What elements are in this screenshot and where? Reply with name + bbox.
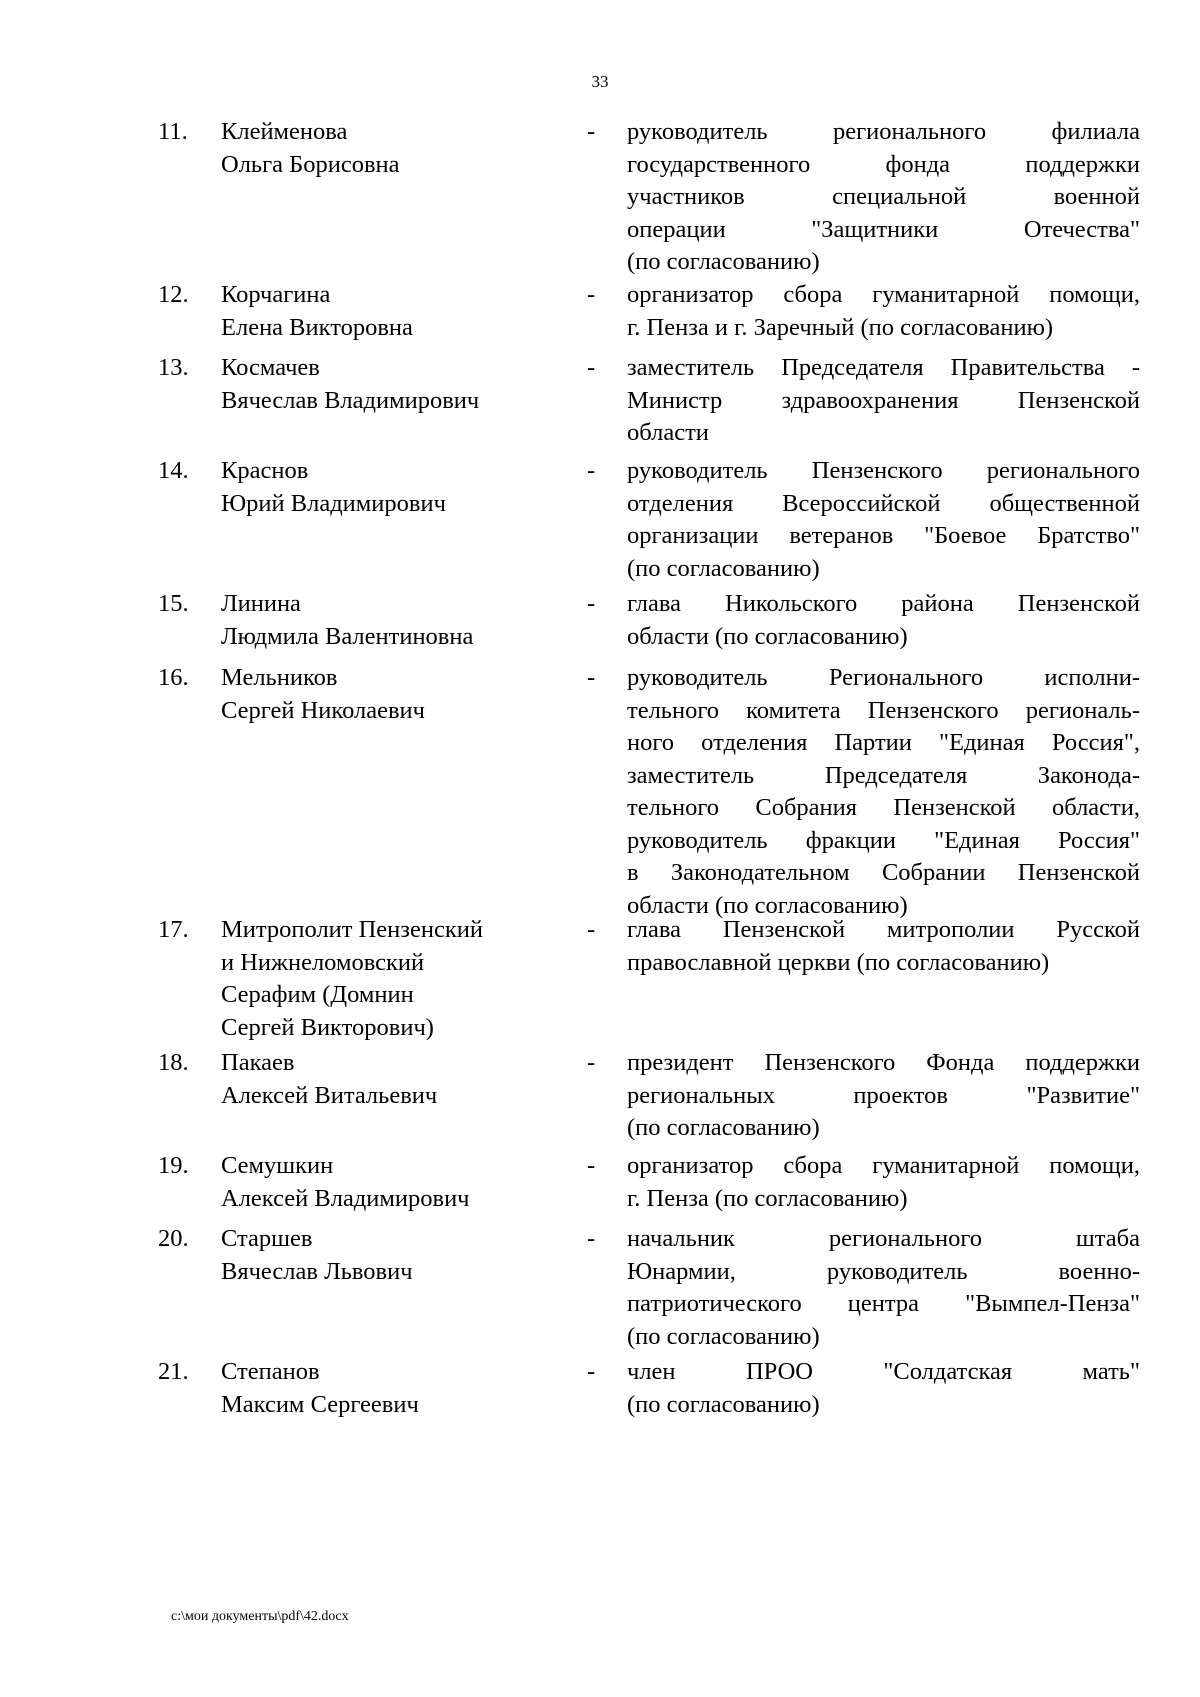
member-name	[221, 116, 551, 181]
member-name-line: и Нижнеломовский	[221, 948, 425, 976]
member-position	[627, 116, 1140, 279]
member-position-line: (по согласованию)	[627, 1114, 820, 1141]
member-name-line: Краснов	[221, 457, 309, 484]
member-number: 17.	[158, 916, 189, 943]
member-dash: -	[587, 590, 596, 617]
member-number: 21.	[158, 1358, 189, 1385]
member-name	[221, 1047, 551, 1112]
member-position-line: области (по согласованию)	[627, 622, 908, 650]
member-position-line: заместитель Председателя Законода-	[627, 761, 1140, 789]
member-name	[221, 1356, 551, 1421]
member-position-line: глава Никольского района Пензенской	[627, 590, 1140, 617]
member-dash: -	[587, 1225, 596, 1252]
member-name	[221, 279, 551, 344]
member-number: 11.	[158, 118, 188, 145]
member-position-line: области	[627, 419, 709, 446]
member-position-line: ного отделения Партии "Единая Россия",	[627, 729, 1140, 756]
member-name-line: Людмила Валентиновна	[221, 622, 474, 650]
member-position-line: заместитель Председателя Правительства -	[627, 354, 1140, 381]
member-name-line: Мельников	[221, 664, 338, 691]
member-name	[221, 588, 551, 653]
member-name-line: Старшев	[221, 1225, 313, 1252]
member-position	[627, 279, 1140, 344]
member-name-line: Вячеслав Львович	[221, 1257, 413, 1285]
member-name-line: Клейменова	[221, 118, 348, 145]
member-dash: -	[587, 457, 596, 484]
member-position-line: организатор сбора гуманитарной помощи,	[627, 281, 1140, 308]
member-name-line: Степанов	[221, 1358, 320, 1385]
member-dash: -	[587, 1152, 596, 1179]
member-position	[627, 352, 1140, 450]
member-position-line: президент Пензенского Фонда поддержки	[627, 1049, 1140, 1076]
member-number: 18.	[158, 1049, 189, 1076]
page-number: 33	[591, 72, 609, 91]
member-position-line: государственного фонда поддержки	[627, 150, 1140, 178]
member-name	[221, 352, 551, 417]
member-name-line: Алексей Владимирович	[221, 1184, 470, 1212]
member-dash: -	[587, 664, 596, 691]
member-position-line: руководитель Регионального исполни-	[627, 664, 1140, 691]
member-position-line: Министр здравоохранения Пензенской	[627, 386, 1140, 414]
member-name-line: Серафим (Домнин	[221, 981, 414, 1008]
member-dash: -	[587, 354, 596, 381]
member-name	[221, 1223, 551, 1288]
member-name-line: Сергей Николаевич	[221, 696, 425, 724]
member-number: 19.	[158, 1152, 189, 1179]
member-position	[627, 1047, 1140, 1145]
member-position	[627, 1356, 1140, 1421]
member-position	[627, 455, 1140, 585]
member-position	[627, 1223, 1140, 1353]
member-name-line: Космачев	[221, 354, 320, 381]
member-position-line: г. Пенза и г. Заречный (по согласованию)	[627, 313, 1054, 341]
member-position-line: тельного комитета Пензенского региональ-	[627, 696, 1140, 724]
member-position-line: (по согласованию)	[627, 1390, 820, 1418]
member-position	[627, 1150, 1140, 1215]
member-position-line: отделения Всероссийской общественной	[627, 489, 1140, 517]
member-number: 14.	[158, 457, 189, 484]
member-name-line: Вячеслав Владимирович	[221, 386, 480, 414]
member-position-line: начальник регионального штаба	[627, 1225, 1140, 1252]
member-position	[627, 662, 1140, 922]
member-position-line: организатор сбора гуманитарной помощи,	[627, 1152, 1140, 1179]
member-name-line: Елена Викторовна	[221, 313, 413, 341]
member-position-line: тельного Собрания Пензенской области,	[627, 794, 1140, 821]
member-number: 13.	[158, 354, 189, 381]
member-dash: -	[587, 1049, 596, 1076]
member-number: 20.	[158, 1225, 189, 1252]
member-position-line: Юнармии, руководитель военно-	[627, 1257, 1140, 1285]
member-name-line: Максим Сергеевич	[221, 1390, 419, 1418]
member-position	[627, 588, 1140, 653]
member-position-line: (по согласованию)	[627, 554, 820, 582]
member-name	[221, 1150, 551, 1215]
member-dash: -	[587, 281, 596, 308]
member-position-line: руководитель фракции "Единая Россия"	[627, 826, 1140, 854]
member-position-line: руководитель Пензенского регионального	[627, 457, 1140, 484]
member-position-line: области (по согласованию)	[627, 891, 908, 919]
member-name-line: Семушкин	[221, 1152, 334, 1179]
member-name-line: Митрополит Пензенский	[221, 916, 483, 943]
member-name	[221, 662, 551, 727]
member-position-line: (по согласованию)	[627, 248, 820, 275]
member-position-line: православной церкви (по согласованию)	[627, 948, 1050, 976]
member-name-line: Юрий Владимирович	[221, 489, 446, 517]
member-dash: -	[587, 118, 596, 145]
member-position-line: организации ветеранов "Боевое Братство"	[627, 522, 1140, 549]
member-name-line: Линина	[221, 590, 301, 617]
member-dash: -	[587, 916, 596, 943]
member-position-line: руководитель регионального филиала	[627, 118, 1140, 145]
member-number: 16.	[158, 664, 189, 691]
member-position-line: участников специальной военной	[627, 183, 1140, 210]
member-position-line: региональных проектов "Развитие"	[627, 1081, 1140, 1109]
member-name-line: Пакаев	[221, 1049, 295, 1076]
member-name-line: Корчагина	[221, 281, 331, 308]
member-position-line: в Законодательном Собрании Пензенской	[627, 859, 1140, 886]
member-number: 15.	[158, 590, 189, 617]
member-name-line: Сергей Викторович)	[221, 1013, 434, 1041]
member-position-line: г. Пенза (по согласованию)	[627, 1184, 908, 1212]
member-position-line: глава Пензенской митрополии Русской	[627, 916, 1140, 943]
footer-file-path: c:\мои документы\pdf\42.docx	[171, 1609, 349, 1624]
member-name-line: Алексей Витальевич	[221, 1081, 438, 1109]
member-position-line: патриотического центра "Вымпел-Пенза"	[627, 1290, 1140, 1317]
member-name-line: Ольга Борисовна	[221, 150, 400, 178]
member-position-line: операции "Защитники Отечества"	[627, 215, 1140, 243]
member-position-line: (по согласованию)	[627, 1322, 820, 1350]
member-position-line: член ПРОО "Солдатская мать"	[627, 1358, 1140, 1385]
member-name	[221, 455, 551, 520]
member-position	[627, 914, 1140, 979]
member-dash: -	[587, 1358, 596, 1385]
member-name	[221, 914, 551, 1044]
member-number: 12.	[158, 281, 189, 308]
